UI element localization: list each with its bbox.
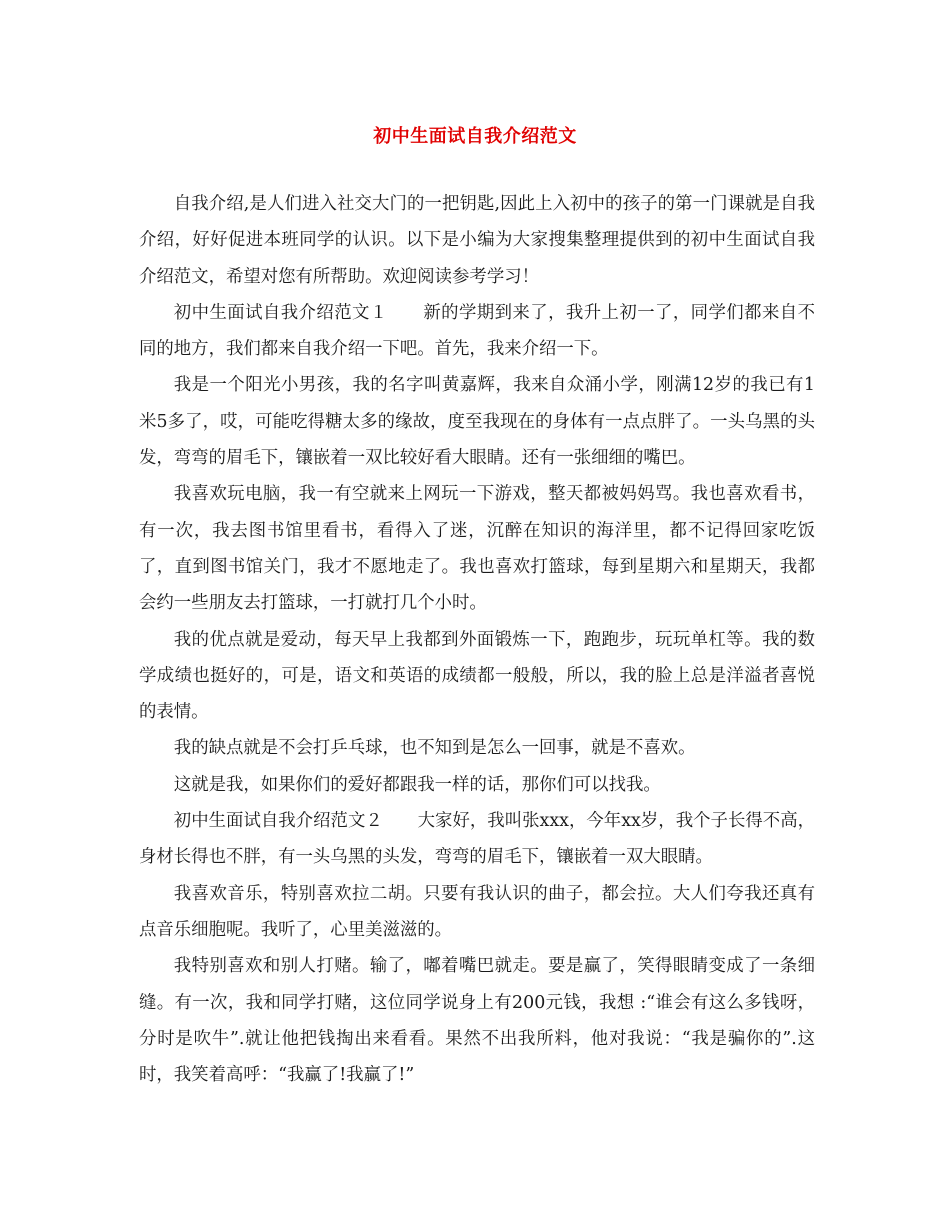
paragraph-hobbies: 我喜欢玩电脑，我一有空就来上网玩一下游戏，整天都被妈妈骂。我也喜欢看书，有一次，我去图书馆里看书，看得入了迷，沉醉在知识的海洋里，都不记得回家吃饭了，直到图书馆关门，我才不愿地走了。我也喜欢打篮球，每到星期六和星期天，我都会约一些朋友去打篮球，一打就打几个小时。 [139,484,815,614]
paragraph-sample-2-intro: 初中生面试自我介绍范文２ 大家好，我叫张xxx，今年xx岁，我个子长得不高，身材长得也不胖，有一头乌黑的头发，弯弯的眉毛下，镶嵌着一双大眼睛。 [139,811,815,868]
paragraph-betting: 我特别喜欢和别人打赌。输了，嘟着嘴巴就走。要是赢了，笑得眼睛变成了一条细缝。有一次，我和同学打赌，这位同学说身上有200元钱，我想 :“谁会有这么多钱呀，分时是吹牛”.就让他把钱掏出来看看。果然不出我所料，他对我说：“我是骗你的”.这时，我笑着高呼：“我赢了!我赢了!” [139,956,815,1086]
paragraph-strengths: 我的优点就是爱动，每天早上我都到外面锻炼一下，跑跑步，玩玩单杠等。我的数学成绩也挺好的，可是，语文和英语的成绩都一般般，所以，我的脸上总是洋溢者喜悦的表情。 [139,629,815,723]
paragraph-appearance: 我是一个阳光小男孩，我的名字叫黄嘉辉，我来自众涌小学，刚满12岁的我已有1米5多了，哎，可能吃得糖太多的缘故，度至我现在的身体有一点点胖了。一头乌黑的头发，弯弯的眉毛下，镶嵌着一双比较好看大眼睛。还有一张细细的嘴巴。 [139,375,815,469]
document-body [139,186,815,1093]
paragraph-intro: 自我介绍,是人们进入社交大门的一把钥匙,因此上入初中的孩子的第一门课就是自我介绍，好好促进本班同学的认识。以下是小编为大家搜集整理提供到的初中生面试自我介绍范文，希望对您有所帮助。欢迎阅读参考学习！ [139,194,815,287]
paragraph-weakness: 我的缺点就是不会打乒乓球，也不知到是怎么一回事，就是不喜欢。 [173,738,696,759]
paragraph-sample-1-intro: 初中生面试自我介绍范文１ 新的学期到来了，我升上初一了，同学们都来自不同的地方，我们都来自我介绍一下吧。首先，我来介绍一下。 [139,302,815,360]
paragraph-closing: 这就是我，如果你们的爱好都跟我一样的话，那你们可以找我。 [173,774,661,795]
paragraph-music: 我喜欢音乐，特别喜欢拉二胡。只要有我认识的曲子，都会拉。大人们夸我还真有点音乐细胞呢。我听了，心里美滋滋的。 [139,883,815,940]
document-title: 初中生面试自我介绍范文 [373,126,577,147]
